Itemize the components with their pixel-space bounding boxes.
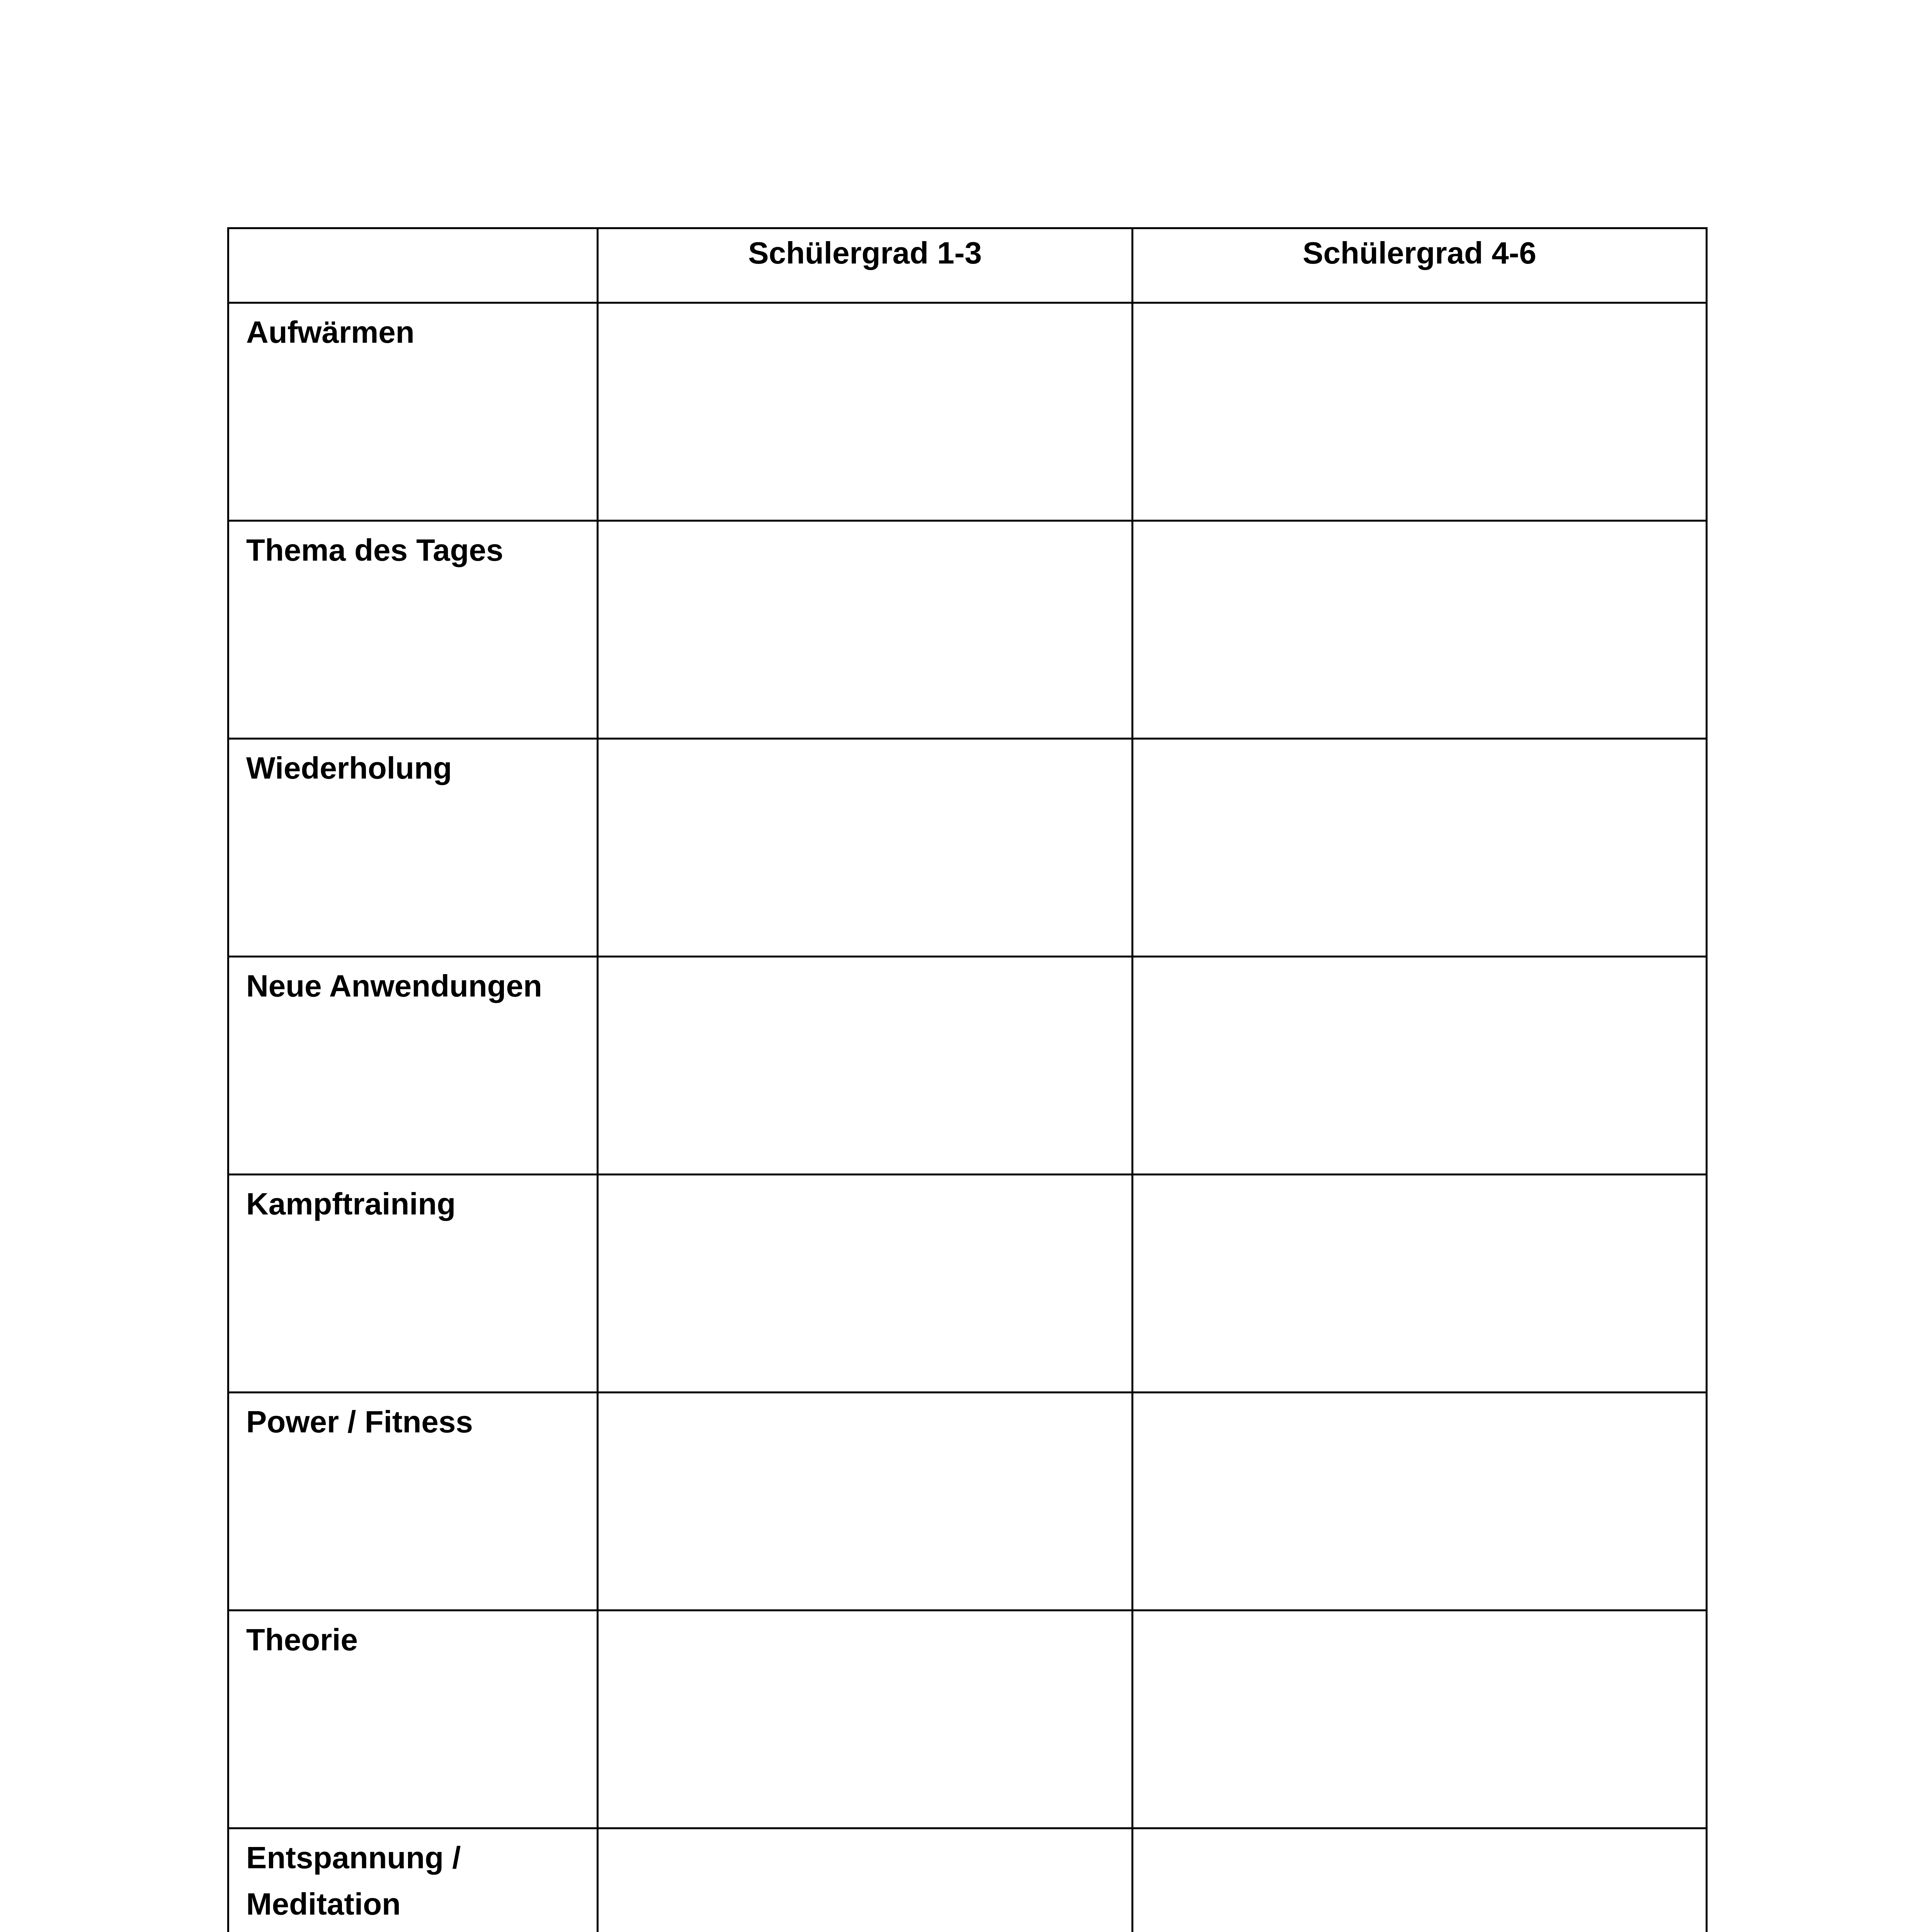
cell-grade-1-3: [598, 739, 1133, 957]
header-corner-cell: [228, 228, 598, 303]
table-row: [228, 303, 1707, 521]
cell-grade-4-6: [1133, 957, 1707, 1175]
row-label-wiederholung: Wiederholung: [228, 739, 598, 957]
cell-grade-4-6: [1133, 303, 1707, 521]
table-row: [228, 957, 1707, 1175]
row-label-power-fitness: Power / Fitness: [228, 1393, 598, 1611]
row-label-aufwaermen: Aufwärmen: [228, 303, 598, 521]
row-label-theorie: Theorie: [228, 1611, 598, 1828]
row-label-neue-anwendungen: Neue Anwendungen: [228, 957, 598, 1175]
cell-grade-1-3: [598, 303, 1133, 521]
cell-grade-1-3: [598, 1175, 1133, 1393]
header-grade-1-3: Schülergrad 1-3: [598, 228, 1133, 303]
cell-grade-4-6: [1133, 1393, 1707, 1611]
cell-grade-4-6: [1133, 1611, 1707, 1828]
header-grade-4-6: Schülergrad 4-6: [1133, 228, 1707, 303]
table-row: [228, 1828, 1707, 1932]
row-label-kampftraining: Kampftraining: [228, 1175, 598, 1393]
row-label-thema: Thema des Tages: [228, 521, 598, 739]
cell-grade-4-6: [1133, 1828, 1707, 1932]
table-row: [228, 1611, 1707, 1828]
cell-grade-4-6: [1133, 1175, 1707, 1393]
cell-grade-1-3: [598, 1393, 1133, 1611]
cell-grade-1-3: [598, 1828, 1133, 1932]
table-row: [228, 1175, 1707, 1393]
table-header-row: [228, 228, 1707, 303]
cell-grade-4-6: [1133, 739, 1707, 957]
row-label-entspannung: Entspannung / Meditation: [228, 1828, 598, 1932]
cell-grade-1-3: [598, 1611, 1133, 1828]
cell-grade-1-3: [598, 521, 1133, 739]
table-row: [228, 521, 1707, 739]
table-row: [228, 739, 1707, 957]
lesson-plan-table: [227, 227, 1708, 1932]
cell-grade-1-3: [598, 957, 1133, 1175]
table-row: [228, 1393, 1707, 1611]
cell-grade-4-6: [1133, 521, 1707, 739]
